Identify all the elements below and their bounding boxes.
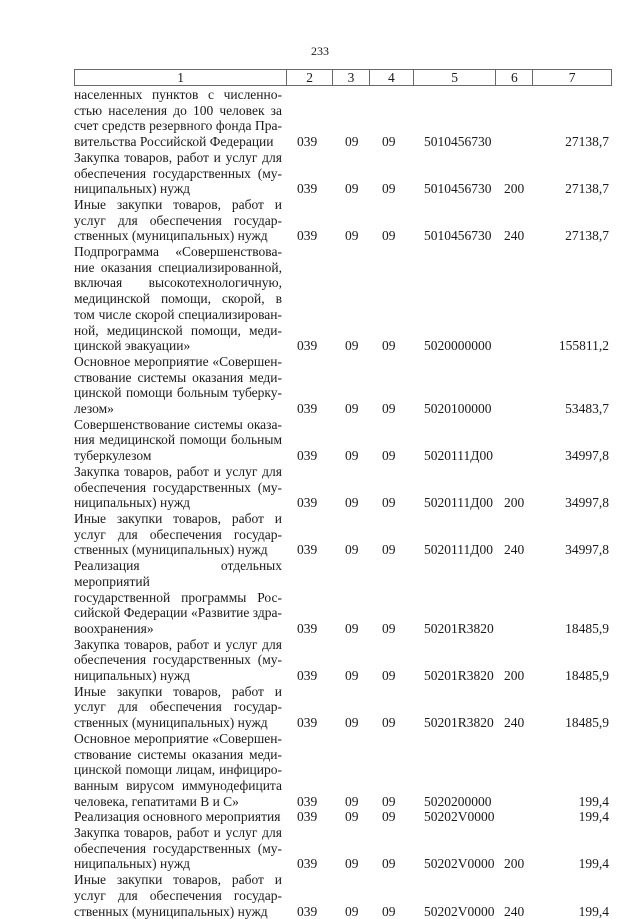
description-line: включая высокотехнологичную, — [74, 275, 282, 291]
header-col-3: 3 — [333, 70, 370, 85]
cell-subsection-code: 09 — [382, 542, 396, 558]
description-line: государственной программы Рос- — [74, 589, 282, 605]
table-row — [74, 558, 612, 637]
cell-amount: 199,4 — [578, 809, 609, 825]
description-line: услуг для обеспечения государ- — [74, 526, 282, 542]
table-row — [74, 87, 612, 150]
cell-admin-code: 039 — [297, 448, 318, 464]
cell-section-code: 09 — [345, 668, 359, 684]
cell-target-article-code: 50201R3820 — [424, 668, 494, 684]
cell-section-code: 09 — [345, 793, 359, 809]
row-description — [74, 354, 287, 417]
cell-expense-type-code: 240 — [504, 715, 525, 731]
row-description — [74, 244, 287, 354]
cell-admin-code: 039 — [297, 181, 318, 197]
cell-expense-type-code: 200 — [504, 495, 525, 511]
cell-amount: 18485,9 — [565, 668, 609, 684]
description-line: Иные закупки товаров, работ и — [74, 683, 282, 699]
description-line: обеспечения государственных (му- — [74, 165, 282, 181]
table-row — [74, 809, 612, 825]
header-col-7: 7 — [568, 70, 576, 85]
cell-subsection-code: 09 — [382, 715, 396, 731]
table-row — [74, 637, 612, 684]
description-line: Иные закупки товаров, работ и — [74, 872, 282, 888]
header-col-1: 1 — [75, 70, 287, 85]
cell-amount: 27138,7 — [565, 228, 609, 244]
description-line: воохранения» — [74, 620, 154, 636]
cell-admin-code: 039 — [297, 620, 318, 636]
cell-target-article-code: 50202V0000 — [424, 856, 495, 872]
table-row — [74, 872, 612, 919]
cell-subsection-code: 09 — [382, 903, 396, 919]
description-line: туберкулезом — [74, 448, 152, 464]
description-line: Закупка товаров, работ и услуг для — [74, 149, 282, 165]
description-line: Подпрограмма «Совершенствова- — [74, 244, 282, 260]
cell-amount: 27138,7 — [565, 181, 609, 197]
cell-expense-type-code: 240 — [504, 903, 525, 919]
cell-admin-code: 039 — [297, 542, 318, 558]
table-row — [74, 511, 612, 558]
description-line: услуг для обеспечения государ- — [74, 699, 282, 715]
description-line: цинской помощи больным туберку- — [74, 385, 282, 401]
cell-subsection-code: 09 — [382, 134, 396, 150]
row-description — [74, 511, 287, 558]
cell-subsection-code: 09 — [382, 338, 396, 354]
cell-amount: 34997,8 — [565, 542, 609, 558]
cell-admin-code: 039 — [297, 793, 318, 809]
cell-target-article-code: 5020111Д00 — [424, 495, 493, 511]
cell-amount: 199,4 — [578, 903, 609, 919]
cell-subsection-code: 09 — [382, 668, 396, 684]
cell-subsection-code: 09 — [382, 448, 396, 464]
header-col-5: 5 — [414, 70, 497, 85]
cell-admin-code: 039 — [297, 495, 318, 511]
description-line: стью населения до 100 человек за — [74, 102, 282, 118]
header-col-6: 6 — [496, 70, 533, 85]
description-line: ванным вирусом иммунодефицита — [74, 777, 282, 793]
cell-amount: 34997,8 — [565, 448, 609, 464]
cell-section-code: 09 — [345, 448, 359, 464]
cell-subsection-code: 09 — [382, 401, 396, 417]
cell-section-code: 09 — [345, 542, 359, 558]
row-description — [74, 197, 287, 244]
description-line: Реализация основного мероприятия — [74, 809, 281, 825]
description-line: ниципальных) нужд — [74, 668, 191, 684]
row-description — [74, 417, 287, 464]
cell-admin-code: 039 — [297, 338, 318, 354]
description-line: ние оказания специализированной, — [74, 259, 282, 275]
header-col-2: 2 — [287, 70, 333, 85]
description-line: ствование системы оказания меди- — [74, 369, 282, 385]
row-description — [74, 87, 287, 150]
description-line: Реализация отдельных мероприятий — [74, 558, 282, 589]
description-line: лезом» — [74, 401, 114, 417]
description-line: том числе скорой специализирован- — [74, 306, 282, 322]
table-row — [74, 417, 612, 464]
cell-target-article-code: 5010456730 — [424, 228, 492, 244]
cell-subsection-code: 09 — [382, 856, 396, 872]
cell-amount: 18485,9 — [565, 715, 609, 731]
cell-section-code: 09 — [345, 620, 359, 636]
row-description — [74, 464, 287, 511]
table-row — [74, 731, 612, 810]
cell-subsection-code: 09 — [382, 620, 396, 636]
cell-expense-type-code: 240 — [504, 228, 525, 244]
cell-amount: 27138,7 — [565, 134, 609, 150]
cell-target-article-code: 5010456730 — [424, 181, 492, 197]
description-line: ния медицинской помощи больным — [74, 432, 282, 448]
cell-admin-code: 039 — [297, 668, 318, 684]
cell-section-code: 09 — [345, 134, 359, 150]
cell-subsection-code: 09 — [382, 793, 396, 809]
cell-admin-code: 039 — [297, 401, 318, 417]
cell-admin-code: 039 — [297, 809, 318, 825]
cell-subsection-code: 09 — [382, 181, 396, 197]
description-line: Совершенствование системы оказа- — [74, 416, 282, 432]
row-description — [74, 731, 287, 810]
table-row — [74, 464, 612, 511]
cell-subsection-code: 09 — [382, 228, 396, 244]
description-line: Закупка товаров, работ и услуг для — [74, 825, 282, 841]
cell-admin-code: 039 — [297, 856, 318, 872]
description-line: услуг для обеспечения государ- — [74, 212, 282, 228]
cell-expense-type-code: 200 — [504, 856, 525, 872]
row-description — [74, 150, 287, 197]
cell-target-article-code: 50201R3820 — [424, 620, 494, 636]
header-col-4: 4 — [370, 70, 414, 85]
cell-amount: 53483,7 — [565, 401, 609, 417]
table-row — [74, 684, 612, 731]
cell-admin-code: 039 — [297, 228, 318, 244]
description-line: обеспечения государственных (му- — [74, 479, 282, 495]
row-description — [74, 809, 287, 825]
cell-section-code: 09 — [345, 856, 359, 872]
cell-section-code: 09 — [345, 338, 359, 354]
cell-amount: 155811,2 — [558, 338, 609, 354]
description-line: вительства Российской Федерации — [74, 134, 274, 150]
cell-subsection-code: 09 — [382, 495, 396, 511]
cell-target-article-code: 5020200000 — [424, 793, 492, 809]
table-row — [74, 825, 612, 872]
description-line: Закупка товаров, работ и услуг для — [74, 463, 282, 479]
table-row — [74, 150, 612, 197]
cell-target-article-code: 50202V0000 — [424, 809, 495, 825]
cell-target-article-code: 5020000000 — [424, 338, 492, 354]
description-line: ственных (муниципальных) нужд — [74, 542, 268, 558]
cell-section-code: 09 — [345, 809, 359, 825]
table-row — [74, 197, 612, 244]
description-line: счет средств резервного фонда Пра- — [74, 118, 282, 134]
description-line: ной, медицинской помощи, меди- — [74, 322, 282, 338]
cell-target-article-code: 5020100000 — [424, 401, 492, 417]
description-line: ственных (муниципальных) нужд — [74, 903, 268, 919]
row-description — [74, 825, 287, 872]
page-number: 233 — [311, 44, 329, 58]
description-line: ственных (муниципальных) нужд — [74, 228, 268, 244]
table-row — [74, 244, 612, 354]
description-line: Иные закупки товаров, работ и — [74, 510, 282, 526]
cell-amount: 199,4 — [578, 856, 609, 872]
cell-target-article-code: 5020111Д00 — [424, 448, 493, 464]
cell-admin-code: 039 — [297, 134, 318, 150]
description-line: ниципальных) нужд — [74, 181, 191, 197]
description-line: цинской помощи лицам, инфициро- — [74, 762, 282, 778]
cell-admin-code: 039 — [297, 715, 318, 731]
cell-target-article-code: 50202V0000 — [424, 903, 495, 919]
description-line: сийской Федерации «Развитие здра- — [74, 605, 282, 621]
description-line: ственных (муниципальных) нужд — [74, 715, 268, 731]
description-line: Основное мероприятие «Совершен- — [74, 730, 282, 746]
cell-section-code: 09 — [345, 715, 359, 731]
cell-admin-code: 039 — [297, 903, 318, 919]
description-line: Закупка товаров, работ и услуг для — [74, 636, 282, 652]
row-description — [74, 684, 287, 731]
description-line: обеспечения государственных (му- — [74, 840, 282, 856]
cell-section-code: 09 — [345, 903, 359, 919]
cell-section-code: 09 — [345, 401, 359, 417]
description-line: населенных пунктов с численно- — [74, 87, 282, 102]
cell-amount: 34997,8 — [565, 495, 609, 511]
description-line: ниципальных) нужд — [74, 856, 191, 872]
row-description — [74, 558, 287, 637]
description-line: услуг для обеспечения государ- — [74, 887, 282, 903]
table-header-row — [74, 69, 612, 86]
cell-section-code: 09 — [345, 181, 359, 197]
cell-expense-type-code: 200 — [504, 668, 525, 684]
description-line: ствование системы оказания меди- — [74, 746, 282, 762]
cell-target-article-code: 5010456730 — [424, 134, 492, 150]
description-line: ниципальных) нужд — [74, 495, 191, 511]
cell-amount: 199,4 — [578, 793, 609, 809]
description-line: Иные закупки товаров, работ и — [74, 196, 282, 212]
description-line: обеспечения государственных (му- — [74, 652, 282, 668]
cell-target-article-code: 50201R3820 — [424, 715, 494, 731]
table-row — [74, 354, 612, 417]
description-line: человека, гепатитами В и С» — [74, 793, 239, 809]
description-line: медицинской помощи, скорой, в — [74, 291, 282, 307]
cell-section-code: 09 — [345, 228, 359, 244]
row-description — [74, 872, 287, 919]
cell-amount: 18485,9 — [565, 620, 609, 636]
cell-subsection-code: 09 — [382, 809, 396, 825]
cell-target-article-code: 5020111Д00 — [424, 542, 493, 558]
row-description — [74, 637, 287, 684]
description-line: Основное мероприятие «Совершен- — [74, 353, 282, 369]
description-line: цинской эвакуации» — [74, 338, 191, 354]
table-body — [74, 87, 612, 919]
cell-expense-type-code: 200 — [504, 181, 525, 197]
cell-section-code: 09 — [345, 495, 359, 511]
cell-expense-type-code: 240 — [504, 542, 525, 558]
